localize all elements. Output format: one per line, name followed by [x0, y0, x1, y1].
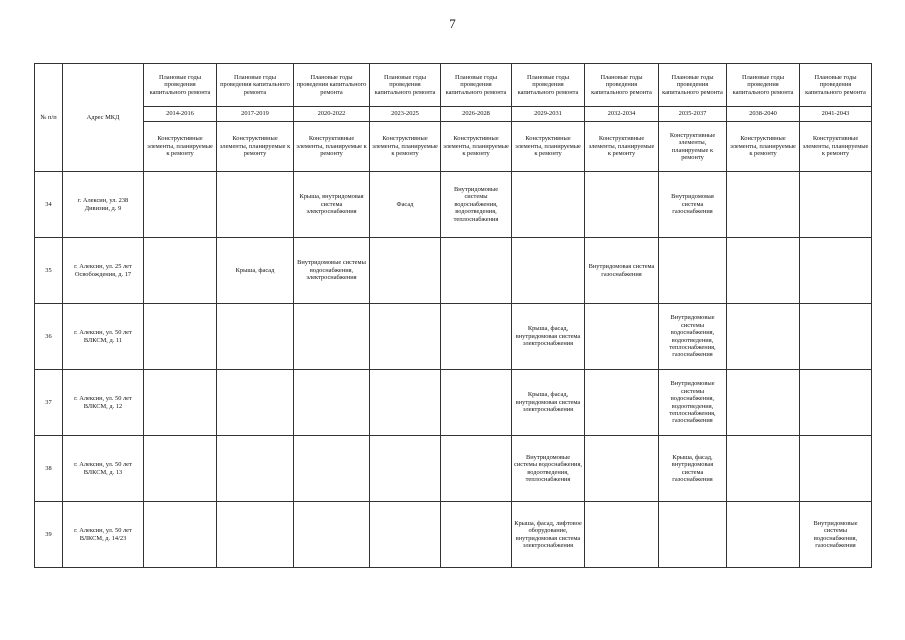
table-cell: Крыша, фасад: [217, 238, 294, 304]
elements-label: Конструктивные элементы, планируемые к ремонту: [217, 122, 294, 172]
table-row: [35, 502, 872, 568]
elements-label: Конструктивные элементы, планируемые к ремонту: [800, 122, 872, 172]
table-row: [35, 304, 872, 370]
row-address: г. Алексин, ул. 238 Дивизии, д. 9: [63, 172, 144, 238]
row-number: 37: [35, 370, 63, 436]
table-cell: [217, 502, 294, 568]
period-label: Плановые годы проведения капитального ремонта: [512, 64, 585, 107]
table-cell: [727, 370, 800, 436]
table-cell: [294, 436, 370, 502]
header-row-period: [35, 64, 872, 107]
table-cell: Внутридомовые системы водоснабжения, водоотведения, теплоснабжения: [441, 172, 512, 238]
period-label: Плановые годы проведения капитального ремонта: [585, 64, 659, 107]
elements-label: Конструктивные элементы, планируемые к ремонту: [659, 122, 727, 172]
row-address: г. Алексин, ул. 50 лет ВЛКСМ, д. 14/23: [63, 502, 144, 568]
table-cell: [370, 502, 441, 568]
table-cell: Фасад: [370, 172, 441, 238]
table-cell: [659, 238, 727, 304]
table-cell: [441, 436, 512, 502]
elements-label: Конструктивные элементы, планируемые к ремонту: [585, 122, 659, 172]
table-cell: [441, 304, 512, 370]
table-cell: [144, 436, 217, 502]
table-cell: Внутридомовая система газоснабжения: [585, 238, 659, 304]
table-cell: [585, 436, 659, 502]
table-cell: [370, 370, 441, 436]
table-cell: [217, 304, 294, 370]
page-number: 7: [449, 16, 456, 31]
year-range: 2035-2037: [659, 107, 727, 122]
row-number: 35: [35, 238, 63, 304]
table-cell: [585, 370, 659, 436]
period-label: Плановые годы проведения капитального ремонта: [217, 64, 294, 107]
capital-repair-plan-table: [34, 63, 872, 568]
table-cell: [727, 436, 800, 502]
table-cell: [727, 172, 800, 238]
table-cell: [800, 304, 872, 370]
table-cell: [144, 172, 217, 238]
period-label: Плановые годы проведения капитального ремонта: [144, 64, 217, 107]
period-label: Плановые годы проведения капитального ремонта: [370, 64, 441, 107]
table-row: [35, 436, 872, 502]
table-cell: [294, 304, 370, 370]
table-cell: [512, 172, 585, 238]
year-range: 2026-2028: [441, 107, 512, 122]
table-row: [35, 370, 872, 436]
year-range: 2014-2016: [144, 107, 217, 122]
column-header-number: № п/п: [35, 64, 63, 172]
elements-label: Конструктивные элементы, планируемые к ремонту: [370, 122, 441, 172]
elements-label: Конструктивные элементы, планируемые к ремонту: [512, 122, 585, 172]
table-cell: Внутридомовые системы водоснабжения, газоснабжения: [800, 502, 872, 568]
year-range: 2020-2022: [294, 107, 370, 122]
row-address: г. Алексин, ул. 50 лет ВЛКСМ, д. 13: [63, 436, 144, 502]
table-row: [35, 172, 872, 238]
table-cell: [727, 238, 800, 304]
table-cell: Внутридомовые системы водоснабжения, электроснабжения: [294, 238, 370, 304]
year-range: 2029-2031: [512, 107, 585, 122]
table-cell: [144, 502, 217, 568]
period-label: Плановые годы проведения капитального ремонта: [441, 64, 512, 107]
table-cell: Внутридомовые системы водоснабжения, водоотведения, теплоснабжения, газоснабжения: [659, 370, 727, 436]
elements-label: Конструктивные элементы, планируемые к ремонту: [727, 122, 800, 172]
year-range: 2032-2034: [585, 107, 659, 122]
table-cell: Крыша, фасад, лифтовое оборудование, внутридомовая система электроснабжения: [512, 502, 585, 568]
row-number: 38: [35, 436, 63, 502]
row-number: 36: [35, 304, 63, 370]
table-cell: [217, 370, 294, 436]
table-cell: [441, 370, 512, 436]
table-cell: Внутридомовая система газоснабжения: [659, 172, 727, 238]
table-cell: [441, 502, 512, 568]
row-number: 39: [35, 502, 63, 568]
table-cell: [585, 304, 659, 370]
table-cell: [727, 502, 800, 568]
table-cell: [585, 172, 659, 238]
table-cell: [800, 370, 872, 436]
row-number: 34: [35, 172, 63, 238]
table-cell: [727, 304, 800, 370]
table-cell: [217, 436, 294, 502]
table-cell: [370, 436, 441, 502]
table-cell: [800, 238, 872, 304]
header-row-elements: [35, 122, 872, 172]
period-label: Плановые годы проведения капитального ремонта: [727, 64, 800, 107]
table-cell: [217, 172, 294, 238]
row-address: г. Алексин, ул. 50 лет ВЛКСМ, д. 11: [63, 304, 144, 370]
table-cell: [585, 502, 659, 568]
table-cell: Внутридомовые системы водоснабжения, водоотведения, теплоснабжения: [512, 436, 585, 502]
table-cell: Крыша, фасад, внутридомовая система электроснабжения: [512, 370, 585, 436]
table-cell: [144, 370, 217, 436]
table-cell: [800, 172, 872, 238]
table-row: [35, 238, 872, 304]
table-cell: [370, 238, 441, 304]
elements-label: Конструктивные элементы, планируемые к ремонту: [441, 122, 512, 172]
column-header-address: Адрес МКД: [63, 64, 144, 172]
table-cell: [512, 238, 585, 304]
row-address: г. Алексин, ул. 25 лет Освобождения, д. 17: [63, 238, 144, 304]
period-label: Плановые годы проведения капитального ремонта: [659, 64, 727, 107]
row-address: г. Алексин, ул. 50 лет ВЛКСМ, д. 12: [63, 370, 144, 436]
elements-label: Конструктивные элементы, планируемые к ремонту: [144, 122, 217, 172]
table-cell: [294, 502, 370, 568]
year-range: 2017-2019: [217, 107, 294, 122]
year-range: 2023-2025: [370, 107, 441, 122]
table-cell: [144, 304, 217, 370]
table-cell: [800, 436, 872, 502]
table-cell: [144, 238, 217, 304]
period-label: Плановые годы проведения капитального ремонта: [800, 64, 872, 107]
elements-label: Конструктивные элементы, планируемые к ремонту: [294, 122, 370, 172]
header-row-years: [35, 107, 872, 122]
table-cell: [441, 238, 512, 304]
year-range: 2038-2040: [727, 107, 800, 122]
table-cell: Внутридомовые системы водоснабжения, водоотведения, теплоснабжения, газоснабжения: [659, 304, 727, 370]
table-cell: [294, 370, 370, 436]
year-range: 2041-2043: [800, 107, 872, 122]
table-cell: [659, 502, 727, 568]
period-label: Плановые годы проведения капитального ремонта: [294, 64, 370, 107]
table-cell: Крыша, фасад, внутридомовая система газоснабжения: [659, 436, 727, 502]
table-cell: Крыша, фасад, внутридомовая система электроснабжения: [512, 304, 585, 370]
table-cell: Крыша, внутридомовая система электроснабжения: [294, 172, 370, 238]
table-cell: [370, 304, 441, 370]
